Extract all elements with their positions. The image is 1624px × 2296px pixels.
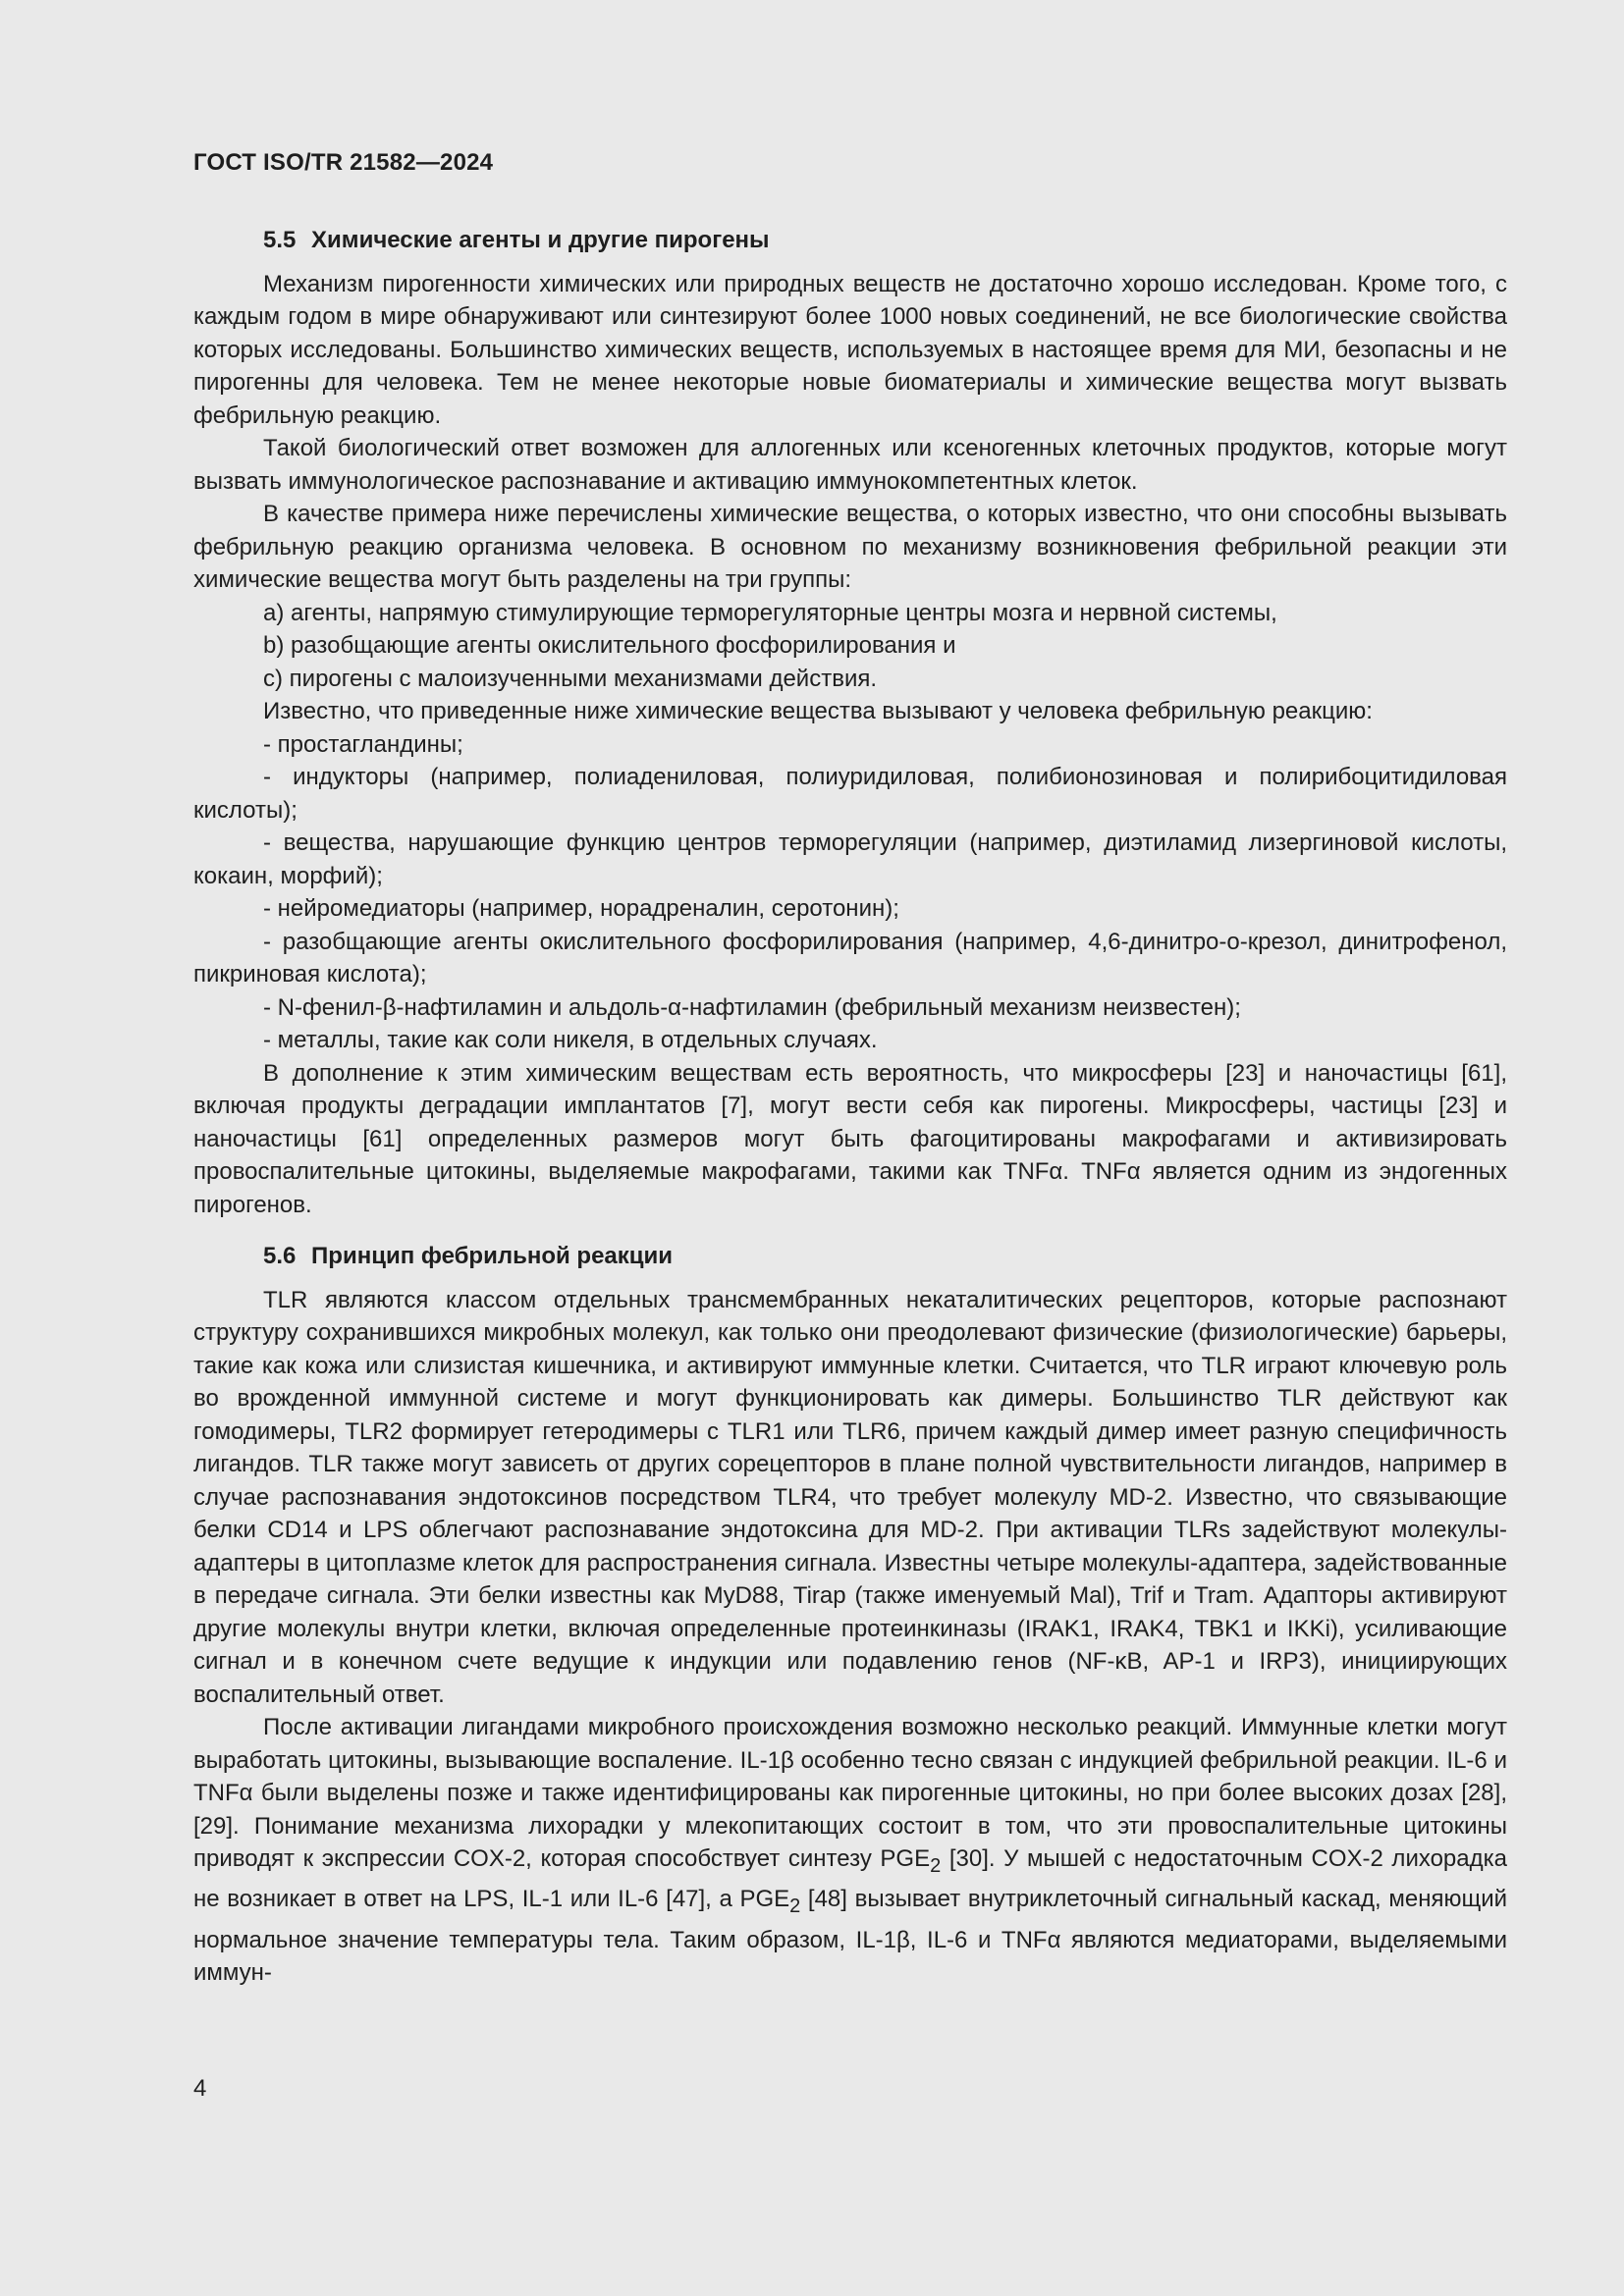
list-item: - разобщающие агенты окислительного фосфорилирования (например, 4,6-динитро-о-крезол, динитрофенол, пикриновая кислота); [193,928,1507,988]
section-heading-5-6 [193,1240,1507,1273]
section-title: Принцип фебрильной реакции [311,1243,674,1269]
list-item: - индукторы (например, полиадениловая, полиуридиловая, полибионозиновая и полирибоцитидиловая кислоты); [193,764,1507,824]
paragraph: В дополнение к этим химическим веществам есть вероятность, что микросферы [23] и наночастицы [61], включая продукты деградации имплантатов [7], могут вести себя как пирогены. Микросферы, частицы [23] и наночастицы [61] определенных размеров могут быть фагоцитированы макрофагами и активизировать провоспалительные цитокины, выделяемые макрофагами, такими как TNFα. TNFα является одним из эндогенных пирогенов. [193,1059,1507,1218]
list-item: - простагландины; [263,730,463,758]
section-number: 5.6 [263,1243,297,1269]
paragraph: Такой биологический ответ возможен для аллогенных или ксеногенных клеточных продуктов, которые могут вызвать иммунологическое распознавание и активацию иммунокомпетентных клеток. [193,435,1507,495]
paragraph-text: [30]. У мышей с недостаточным COX-2 лихорадка не возникает в ответ на LPS, IL-1 или IL-6 [47], а PGE [193,1845,1507,1913]
list-item: - вещества, нарушающие функцию центров терморегуляции (например, диэтиламид лизергиновой кислоты, кокаин, морфий); [193,829,1507,889]
paragraph-text: После активации лигандами микробного происхождения возможно несколько реакций. Иммунные клетки могут выработать цитокины, вызывающие воспаление. IL-1β особенно тесно связан с индукцией фебрильной реакции. IL-6 и TNFα были выделены позже и также идентифицированы как пирогенные цитокины, но при более высоких дозах [28], [29]. Понимание механизма лихорадки у млекопитающих состоит в том, что эти провоспалительные цитокины приводят к экспрессии COX-2, которая способствует синтезу PGE [193,1714,1507,1872]
paragraph: Механизм пирогенности химических или природных веществ не достаточно хорошо исследован. Кроме того, с каждым годом в мире обнаруживают или синтезируют более 1000 новых соединений, не все биологические свойства которых исследованы. Большинство химических веществ, используемых в настоящее время для МИ, безопасны и не пирогенны для человека. Тем не менее некоторые новые биоматериалы и химические вещества могут вызвать фебрильную реакцию. [193,270,1507,429]
list-item: - N-фенил-β-нафтиламин и альдоль-α-нафтиламин (фебрильный механизм неизвестен); [263,993,1241,1021]
subscript: 2 [930,1854,942,1877]
section-number: 5.5 [263,227,297,253]
list-item: - металлы, такие как соли никеля, в отдельных случаях. [263,1027,878,1053]
page-number: 4 [193,2075,207,2102]
document-body [193,224,1507,1990]
list-item: b) разобщающие агенты окислительного фосфорилирования и [263,632,956,659]
list-item: a) агенты, напрямую стимулирующие терморегуляторные центры мозга и нервной системы, [263,599,1277,626]
subscript: 2 [789,1896,801,1918]
document-header: ГОСТ ISO/TR 21582—2024 [193,149,494,176]
list-item: - нейромедиаторы (например, норадреналин, серотонин); [263,895,899,922]
section-title: Химические агенты и другие пирогены [311,227,770,253]
paragraph [193,1711,1507,1990]
paragraph: TLR являются классом отдельных трансмембранных некаталитических рецепторов, которые распознают структуру сохранившихся микробных молекул, как только они преодолевают физические (физиологические) барьеры, такие как кожа или слизистая кишечника, и активируют иммунные клетки. Считается, что TLR играют ключевую роль во врожденной иммунной системе и могут функционировать как димеры. Большинство TLR действуют как гомодимеры, TLR2 формирует гетеродимеры с TLR1 или TLR6, причем каждый димер имеет разную специфичность лигандов. TLR также могут зависеть от других сорецепторов в плане полной чувствительности лигандов, например в случае распознавания эндотоксинов посредством TLR4, что требует молекулу MD-2. Известно, что связывающие белки CD14 и LPS облегчают распознавание эндотоксина для MD-2. При активации TLRs задействуют молекулы-адаптеры в цитоплазме клеток для распространения сигнала. Известны четыре молекулы-адаптера, задействованные в передаче сигнала. Эти белки известны как MyD88, Tirap (также именуемый Mal), Trif и Tram. Адапторы активируют другие молекулы внутри клетки, включая определенные протеинкиназы (IRAK1, IRAK4, TBK1 и IKKi), усиливающие сигнал и в конечном счете ведущие к индукции или подавлению генов (NF-κB, AP-1 и IRP3), инициирующих воспалительный ответ. [193,1286,1507,1708]
section-heading-5-5 [193,224,1507,257]
paragraph: В качестве примера ниже перечислены химические вещества, о которых известно, что они способны вызывать фебрильную реакцию организма человека. В основном по механизму возникновения фебрильной реакции эти химические вещества могут быть разделены на три группы: [193,501,1507,593]
paragraph: Известно, что приведенные ниже химические вещества вызывают у человека фебрильную реакцию: [263,698,1373,724]
paragraph-text: [48] вызывает внутриклеточный сигнальный каскад, меняющий нормальное значение температуры тела. Таким образом, IL-1β, IL-6 и TNFα являются медиаторами, выделяемыми иммун- [193,1886,1508,1987]
list-item: c) пирогены с малоизученными механизмами действия. [263,665,878,692]
